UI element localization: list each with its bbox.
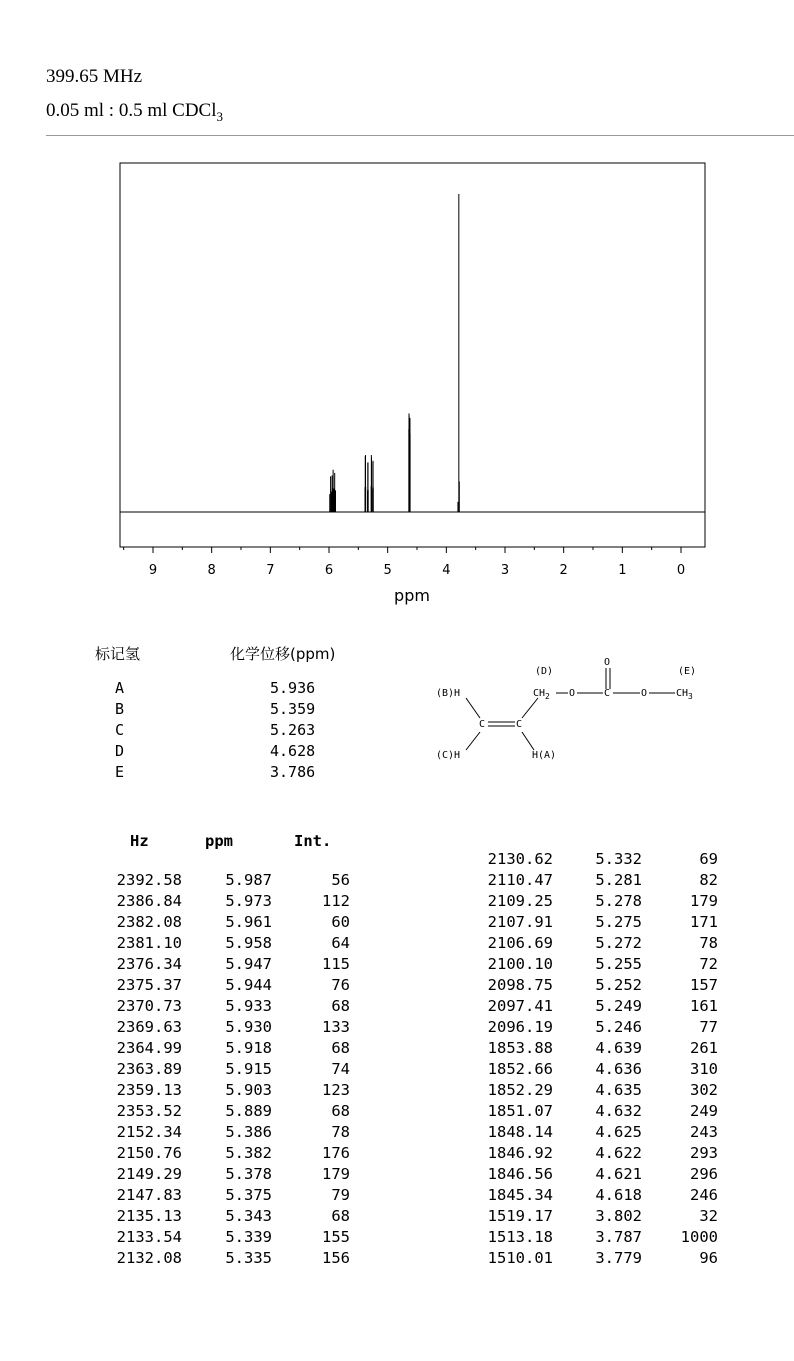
peak-int: 161 — [690, 997, 718, 1015]
peak-ppm: 5.249 — [595, 997, 642, 1015]
peak-ppm: 5.973 — [225, 892, 272, 910]
peak-int: 246 — [690, 1186, 718, 1204]
peak-hz: 2110.47 — [487, 871, 553, 889]
x-tick-label: 1 — [618, 563, 627, 578]
peak-hz: 2386.84 — [116, 892, 182, 910]
peak-int: 68 — [331, 1102, 350, 1120]
peak-ppm: 3.779 — [595, 1249, 642, 1267]
peak-hz: 2392.58 — [116, 871, 182, 889]
peak-int: 261 — [690, 1039, 718, 1057]
peak-ppm: 5.903 — [225, 1081, 272, 1099]
peak-int: 60 — [331, 913, 350, 931]
x-tick-label: 5 — [383, 563, 392, 578]
assign-shift: 4.628 — [270, 742, 316, 760]
peak-hz: 2106.69 — [487, 934, 553, 952]
peak-ppm: 5.281 — [595, 871, 642, 889]
peak-ppm: 5.961 — [225, 913, 272, 931]
peak-ppm: 5.335 — [225, 1249, 272, 1267]
peak-hz: 1851.07 — [487, 1102, 553, 1120]
peak-int: 56 — [331, 871, 350, 889]
peak-hz: 2152.34 — [116, 1123, 182, 1141]
peak-ppm: 5.889 — [225, 1102, 272, 1120]
struct-label-d: (D) — [535, 666, 554, 677]
plot-frame — [120, 163, 705, 547]
assign-header-label: 标记氢 — [95, 645, 141, 663]
assign-header-shift: 化学位移(ppm) — [230, 645, 336, 663]
struct-c1: C — [604, 688, 611, 699]
peak-hz: 2150.76 — [116, 1144, 182, 1162]
peak-int: 112 — [322, 892, 350, 910]
peak-hz: 1513.18 — [487, 1228, 553, 1246]
struct-o2: O — [641, 688, 648, 699]
peak-ppm: 3.787 — [595, 1228, 642, 1246]
peak-ppm: 5.930 — [225, 1018, 272, 1036]
struct-ch3 — [676, 688, 693, 701]
peak-int: 115 — [322, 955, 350, 973]
col-header-ppm: ppm — [205, 832, 233, 850]
peak-int: 133 — [322, 1018, 350, 1036]
struct-ch3-sub: 3 — [688, 692, 693, 701]
peak-int: 78 — [699, 934, 718, 952]
assign-label: C — [115, 721, 125, 739]
peak-ppm: 4.632 — [595, 1102, 642, 1120]
peak-ppm: 4.622 — [595, 1144, 642, 1162]
peak-int: 69 — [699, 850, 718, 868]
peak-hz: 1848.14 — [487, 1123, 553, 1141]
peak-int: 68 — [331, 1039, 350, 1057]
peak-ppm: 5.339 — [225, 1228, 272, 1246]
nmr-spectrum-chart — [0, 0, 794, 620]
peak-ppm: 5.375 — [225, 1186, 272, 1204]
peak-int: 76 — [331, 976, 350, 994]
peak-int: 72 — [699, 955, 718, 973]
struct-bond-cb-ha — [522, 732, 534, 750]
x-tick-label: 0 — [676, 563, 686, 578]
peak-ppm: 5.987 — [225, 871, 272, 889]
peak-ppm: 4.618 — [595, 1186, 642, 1204]
peak-hz: 1853.88 — [487, 1039, 553, 1057]
peak-hz: 1510.01 — [487, 1249, 553, 1267]
x-tick-label: 7 — [266, 563, 275, 578]
x-tick-label: 8 — [207, 563, 216, 578]
peak-hz: 2147.83 — [116, 1186, 182, 1204]
peak-hz: 2149.29 — [116, 1165, 182, 1183]
x-tick-label: 6 — [324, 563, 334, 578]
x-axis-label: ppm — [394, 586, 430, 605]
peak-ppm: 5.933 — [225, 997, 272, 1015]
struct-label-ha: H(A) — [532, 750, 557, 761]
peak-int: 1000 — [680, 1228, 718, 1246]
struct-ch2-text: CH — [533, 688, 546, 699]
struct-label-bh: (B)H — [436, 688, 461, 699]
struct-bond-ch2-cb — [522, 698, 538, 718]
struct-bond-ca-ch — [466, 732, 480, 750]
peak-hz: 2109.25 — [487, 892, 553, 910]
peak-hz: 2370.73 — [116, 997, 182, 1015]
peak-hz: 2107.91 — [487, 913, 553, 931]
peak-int: 310 — [690, 1060, 718, 1078]
x-axis-ticks — [124, 547, 685, 578]
assign-shift: 5.263 — [270, 721, 316, 739]
peak-hz: 1846.56 — [487, 1165, 553, 1183]
struct-ch2-sub: 2 — [545, 692, 550, 701]
peak-int: 82 — [699, 871, 718, 889]
peak-hz: 2364.99 — [116, 1039, 182, 1057]
peak-int: 296 — [690, 1165, 718, 1183]
peak-int: 79 — [331, 1186, 350, 1204]
peak-hz: 1852.29 — [487, 1081, 553, 1099]
peak-lines — [330, 194, 460, 512]
col-header-int: Int. — [294, 832, 332, 850]
peak-int: 68 — [331, 1207, 350, 1225]
peak-ppm: 5.947 — [225, 955, 272, 973]
peak-ppm: 5.915 — [225, 1060, 272, 1078]
peak-hz: 1845.34 — [487, 1186, 553, 1204]
peak-ppm: 3.802 — [595, 1207, 642, 1225]
assign-label: E — [115, 763, 125, 781]
assign-label: D — [115, 742, 125, 760]
peak-hz: 1846.92 — [487, 1144, 553, 1162]
peak-hz: 2100.10 — [487, 955, 553, 973]
x-tick-label: 9 — [148, 563, 158, 578]
peak-hz: 2133.54 — [116, 1228, 182, 1246]
x-tick-label: 2 — [559, 563, 568, 578]
peak-hz: 1519.17 — [487, 1207, 553, 1225]
peak-hz: 2097.41 — [487, 997, 553, 1015]
spectrometer-frequency: 399.65 MHz — [46, 66, 143, 87]
struct-ch2 — [533, 688, 550, 701]
peak-ppm: 5.278 — [595, 892, 642, 910]
peak-hz: 2353.52 — [116, 1102, 182, 1120]
struct-o1: O — [569, 688, 576, 699]
struct-bond-bh-ca — [466, 698, 480, 718]
peak-ppm: 4.621 — [595, 1165, 642, 1183]
assign-shift: 5.936 — [270, 679, 316, 697]
peak-int: 77 — [699, 1018, 718, 1036]
peak-hz: 2135.13 — [116, 1207, 182, 1225]
assign-shift: 3.786 — [270, 763, 316, 781]
peak-int: 179 — [322, 1165, 350, 1183]
peak-ppm: 5.252 — [595, 976, 642, 994]
peak-hz: 2132.08 — [116, 1249, 182, 1267]
assign-label: A — [115, 679, 125, 697]
struct-ca: C — [479, 719, 486, 730]
peak-ppm: 5.958 — [225, 934, 272, 952]
peak-int: 249 — [690, 1102, 718, 1120]
peak-ppm: 4.639 — [595, 1039, 642, 1057]
peak-int: 32 — [699, 1207, 718, 1225]
peak-int: 302 — [690, 1081, 718, 1099]
peak-hz: 1852.66 — [487, 1060, 553, 1078]
peak-ppm: 5.246 — [595, 1018, 642, 1036]
peak-hz: 2375.37 — [116, 976, 182, 994]
peak-int: 155 — [322, 1228, 350, 1246]
col-header-hz: Hz — [130, 832, 149, 850]
peak-ppm: 5.275 — [595, 913, 642, 931]
peak-ppm: 4.635 — [595, 1081, 642, 1099]
peak-int: 68 — [331, 997, 350, 1015]
peak-int: 123 — [322, 1081, 350, 1099]
peak-hz: 2363.89 — [116, 1060, 182, 1078]
peak-ppm: 5.272 — [595, 934, 642, 952]
peak-int: 74 — [331, 1060, 350, 1078]
peak-int: 176 — [322, 1144, 350, 1162]
struct-label-e: (E) — [678, 666, 697, 677]
x-tick-label: 3 — [500, 563, 510, 578]
peak-ppm: 5.255 — [595, 955, 642, 973]
peak-ppm: 5.343 — [225, 1207, 272, 1225]
peak-int: 96 — [699, 1249, 718, 1267]
peak-hz: 2376.34 — [116, 955, 182, 973]
struct-carbonyl-o: O — [604, 657, 611, 668]
peak-ppm: 5.386 — [225, 1123, 272, 1141]
peak-hz: 2381.10 — [116, 934, 182, 952]
peak-hz: 2098.75 — [487, 976, 553, 994]
peak-int: 78 — [331, 1123, 350, 1141]
peak-int: 157 — [690, 976, 718, 994]
peak-int: 156 — [322, 1249, 350, 1267]
molecule-structure — [430, 652, 720, 772]
peak-ppm: 4.625 — [595, 1123, 642, 1141]
peak-hz: 2382.08 — [116, 913, 182, 931]
assign-shift: 5.359 — [270, 700, 316, 718]
peak-ppm: 5.332 — [595, 850, 642, 868]
solvent-subscript: 3 — [216, 109, 223, 124]
solvent-text: 0.05 ml : 0.5 ml CDCl — [46, 100, 217, 121]
x-tick-label: 4 — [442, 563, 451, 578]
peak-hz: 2096.19 — [487, 1018, 553, 1036]
peak-int: 243 — [690, 1123, 718, 1141]
peak-int: 171 — [690, 913, 718, 931]
assign-label: B — [115, 700, 125, 718]
peak-ppm: 5.382 — [225, 1144, 272, 1162]
peak-int: 179 — [690, 892, 718, 910]
struct-label-ch: (C)H — [436, 750, 461, 761]
peak-ppm: 5.918 — [225, 1039, 272, 1057]
peak-int: 64 — [331, 934, 350, 952]
peak-hz: 2369.63 — [116, 1018, 182, 1036]
peak-hz: 2130.62 — [487, 850, 553, 868]
peak-hz: 2359.13 — [116, 1081, 182, 1099]
struct-ch3-text: CH — [676, 688, 689, 699]
peak-ppm: 4.636 — [595, 1060, 642, 1078]
peak-ppm: 5.378 — [225, 1165, 272, 1183]
struct-cb: C — [516, 719, 523, 730]
peak-ppm: 5.944 — [225, 976, 272, 994]
peak-int: 293 — [690, 1144, 718, 1162]
